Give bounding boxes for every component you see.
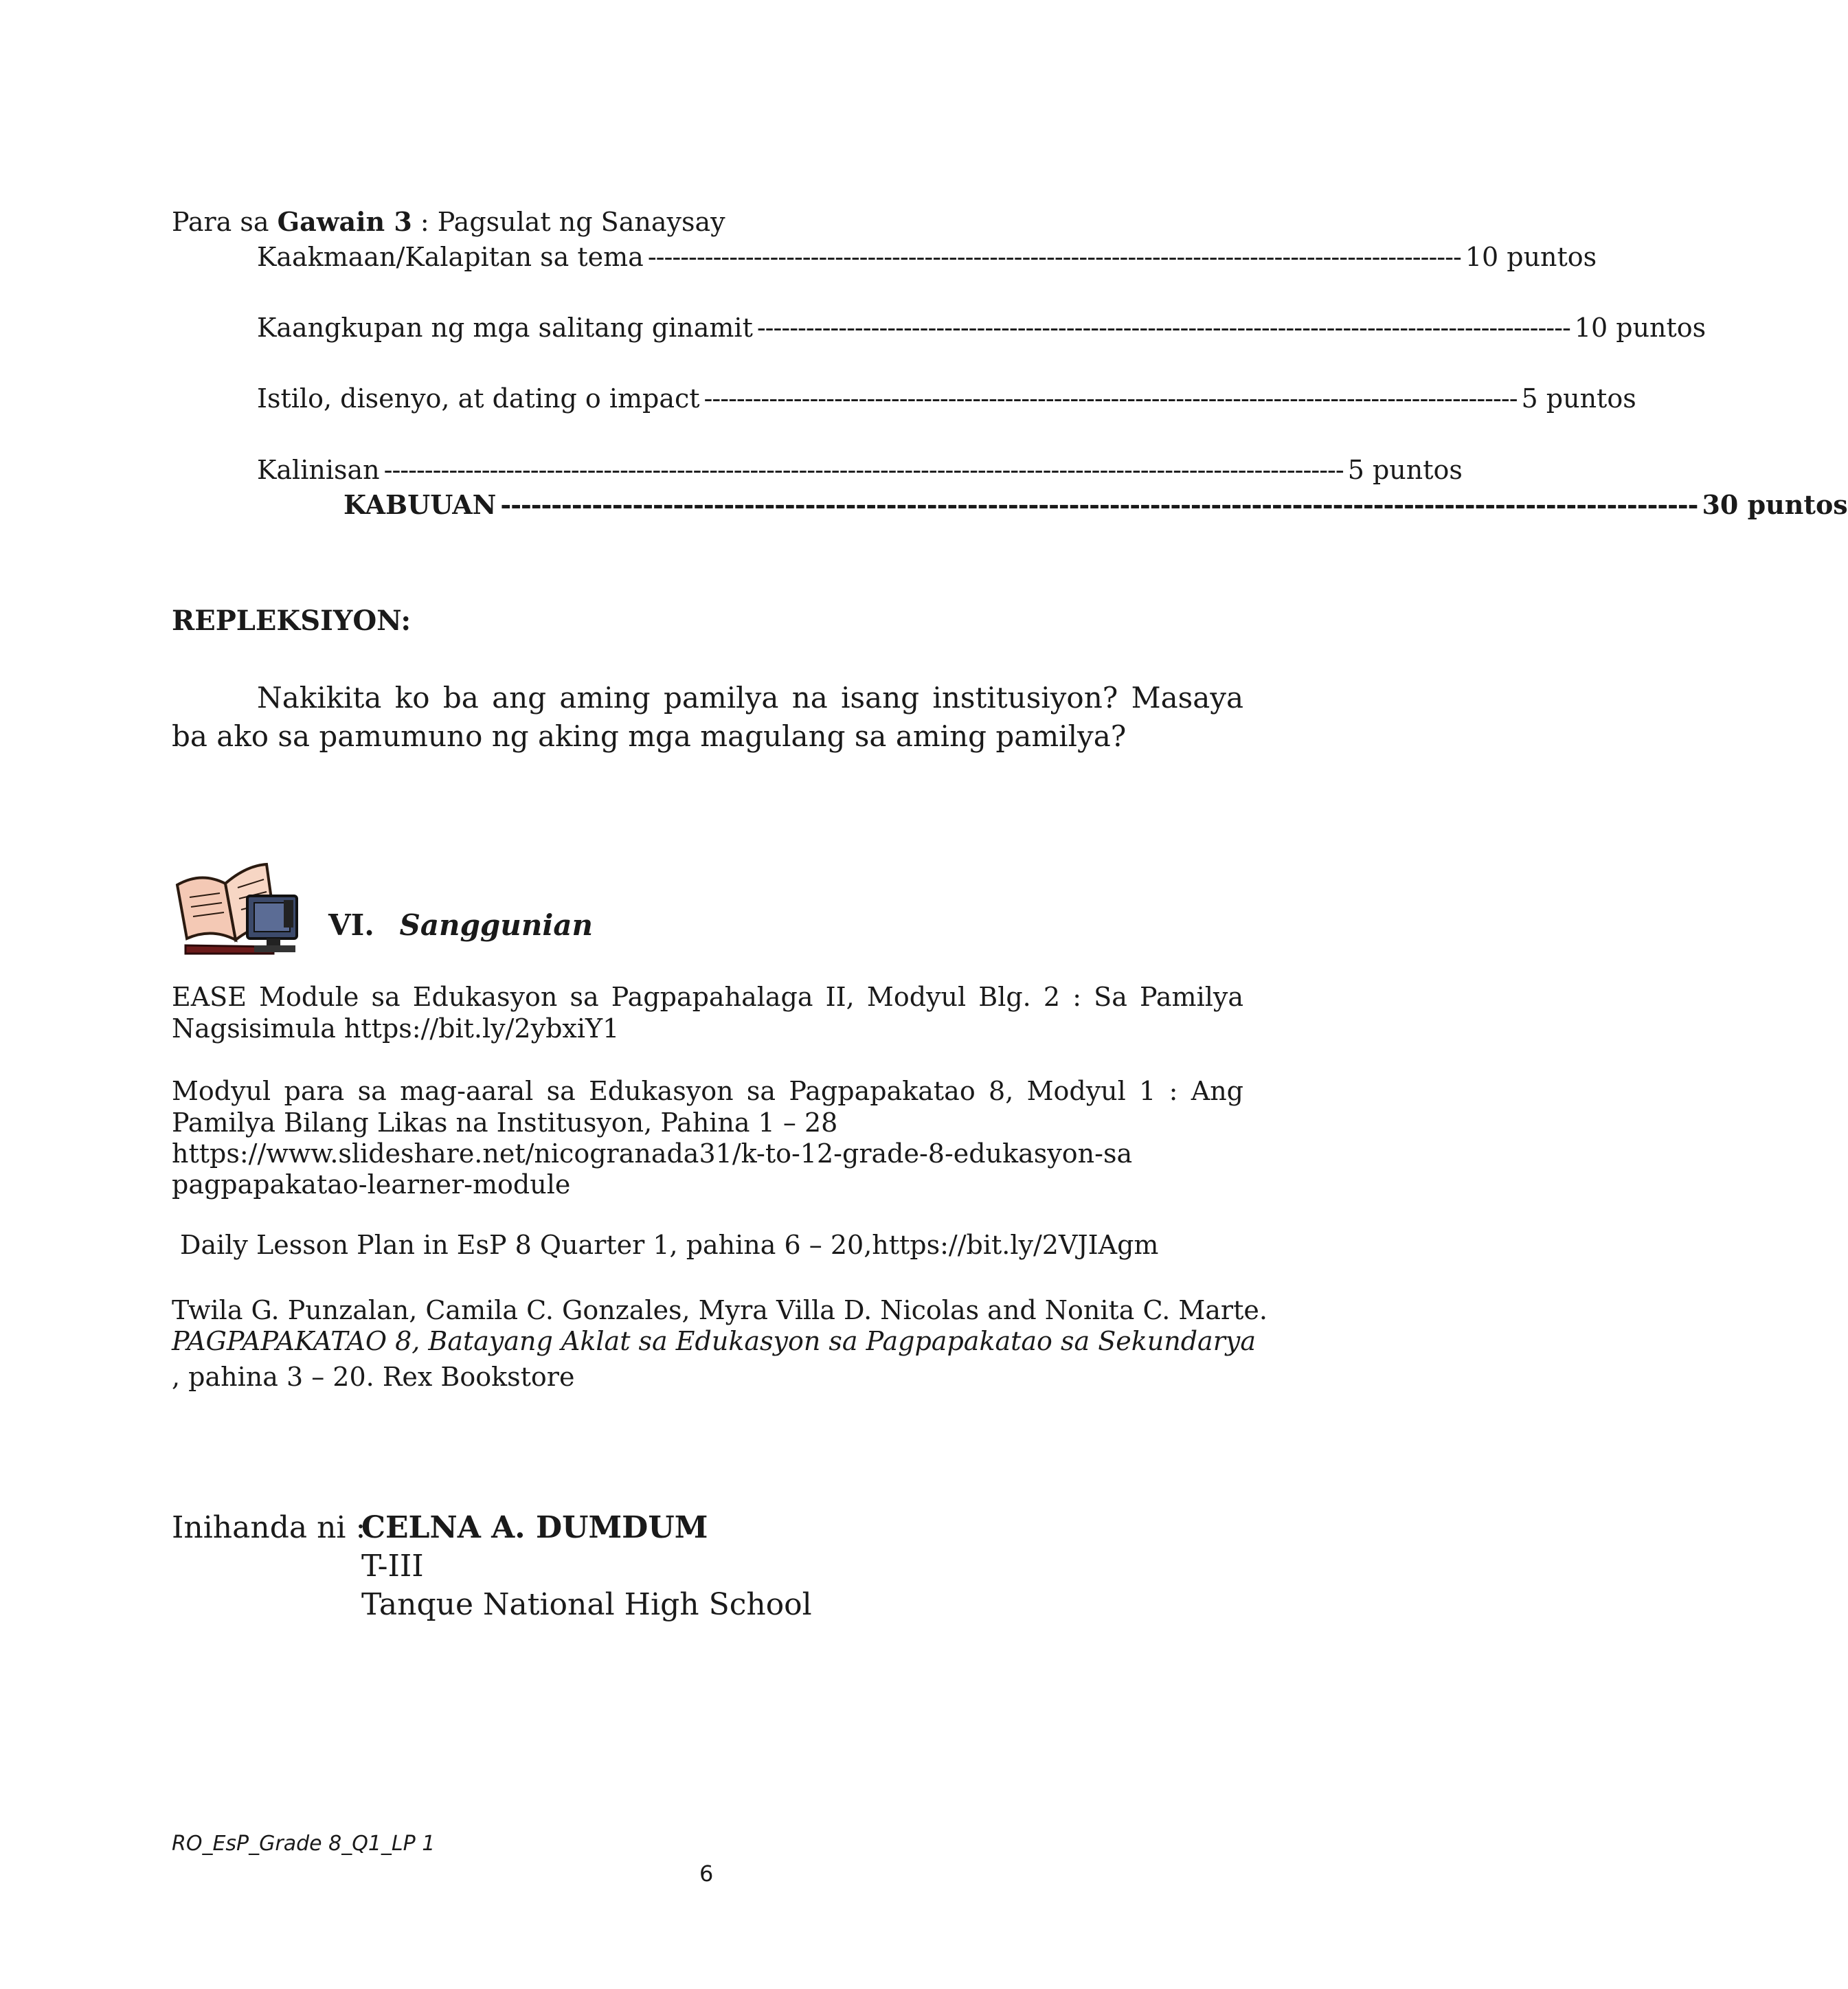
gawain-heading: Para sa Gawain 3 : Pagsulat ng Sanaysay [172,206,725,237]
author-position: T-III [361,1549,424,1584]
page-number: 6 [699,1861,714,1887]
reference-link: pagpapakatao-learner-module [172,1169,571,1200]
footer-code: RO_EsP_Grade 8_Q1_LP 1 [172,1832,436,1856]
reference-item: Twila G. Punzalan, Camila C. Gonzales, Myra Villa D. Nicolas and Nonita C. Marte. [172,1295,1267,1325]
rubric-row: Kaakmaan/Kalapitan sa tema ---------------------------------------------------------------------------------------------------- 10 puntos [257,242,1597,272]
dotted-leader: ---------------------------------------------------------------------------------------------------- [703,383,1518,414]
dotted-leader: ---------------------------------------------------------------------------------------------------- [647,242,1461,272]
book-computer-icon [170,857,308,960]
rubric-total: KABUUAN ---------------------------------------------------------------------------------------------------------------------- 30 puntos [343,489,1848,520]
dotted-leader: ---------------------------------------------------------------------------------------------------------------------- [383,455,1344,485]
author-name: CELNA A. DUMDUM [361,1510,708,1545]
reflection-text: Nakikita ko ba ang aming pamilya na isang institusiyon? Masaya ba ako sa pamumuno ng aking mga magulang sa aming pamilya? [172,681,1243,753]
dotted-leader: ---------------------------------------------------------------------------------------------------------------------- [500,489,1698,520]
reference-item: , pahina 3 – 20. Rex Bookstore [172,1362,575,1392]
reference-item: Modyul para sa mag-aaral sa Edukasyon sa Pagpapakatao 8, Modyul 1 : Ang Pamilya Bilang Likas na Institusyon, Pahina 1 – 28 [172,1076,1243,1138]
rubric-row: Istilo, disenyo, at dating o impact ---------------------------------------------------------------------------------------------------- 5 puntos [257,383,1636,414]
rubric-row: Kalinisan ---------------------------------------------------------------------------------------------------------------------- 5 puntos [257,455,1463,485]
reference-item: EASE Module sa Edukasyon sa Pagpapahalaga II, Modyul Blg. 2 : Sa Pamilya Nagsisimula https://bit.ly/2ybxiY1 [172,982,1243,1044]
references-heading: VI. Sanggunian [328,908,594,942]
author-school: Tanque National High School [361,1587,812,1622]
reference-item: Daily Lesson Plan in EsP 8 Quarter 1, pahina 6 – 20,https://bit.ly/2VJIAgm [180,1230,1159,1260]
rubric-row: Kaangkupan ng mga salitang ginamit ---------------------------------------------------------------------------------------------------- 10 puntos [257,313,1706,343]
reference-link: https://www.slideshare.net/nicogranada31/k-to-12-grade-8-edukasyon-sa [172,1138,1133,1169]
reflection-heading: REPLEKSIYON: [172,605,412,637]
gawain-name: Gawain 3 [277,206,412,237]
author-label: Inihanda ni : [172,1510,366,1545]
dotted-leader: ---------------------------------------------------------------------------------------------------- [756,313,1570,343]
reference-book-title: PAGPAPAKATAO 8, Batayang Aklat sa Edukasyon sa Pagpapakatao sa Sekundarya [172,1326,1257,1356]
